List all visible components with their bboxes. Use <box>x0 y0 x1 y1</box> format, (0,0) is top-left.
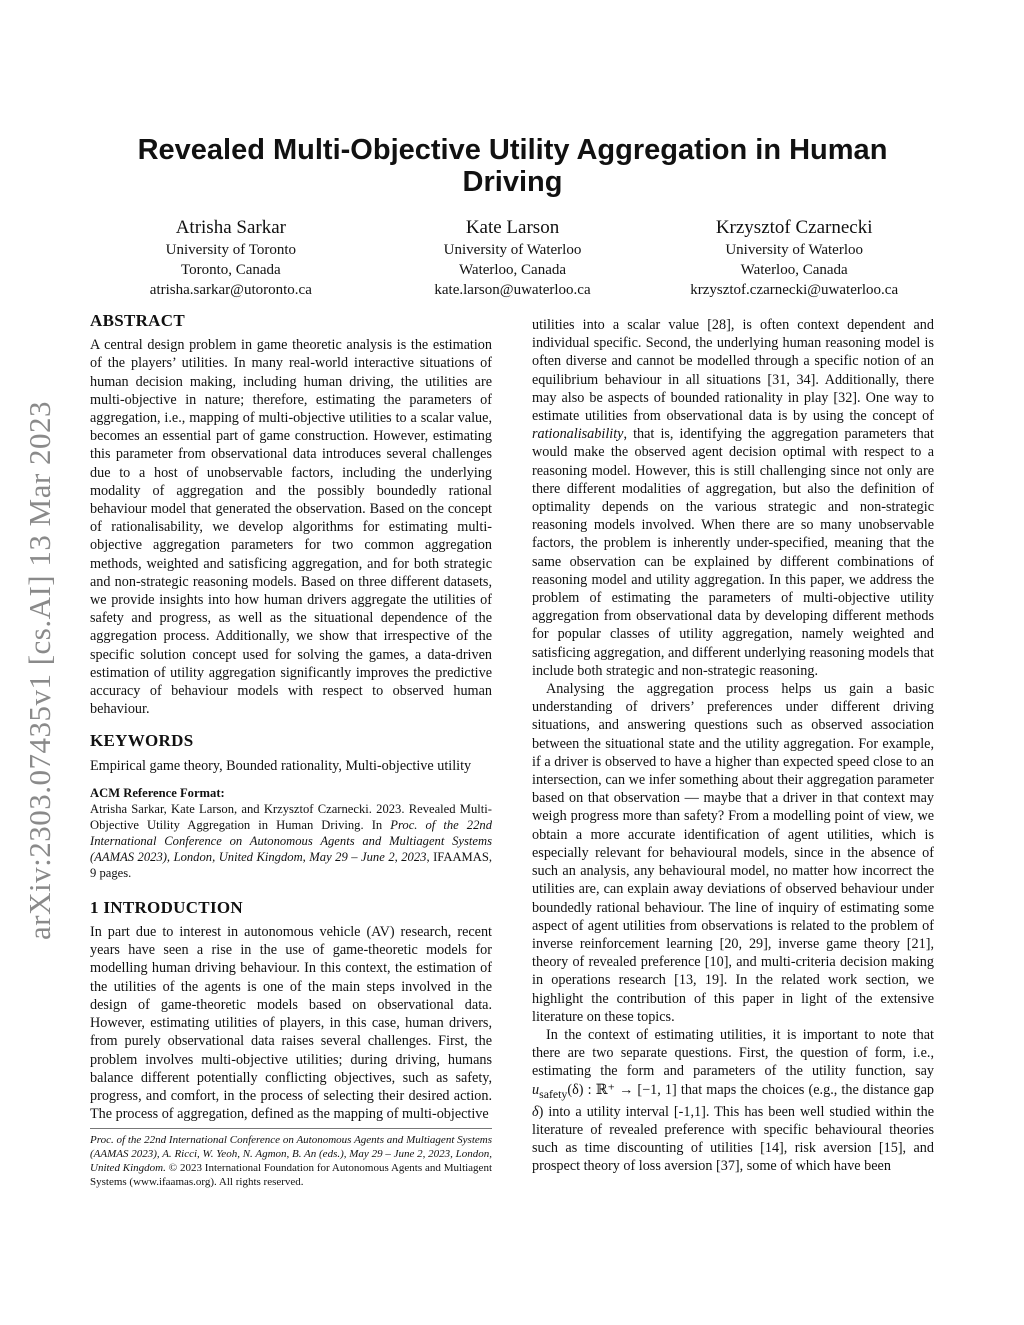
abstract-heading: ABSTRACT <box>90 311 185 330</box>
author-affiliation: University of Waterloo <box>443 242 582 258</box>
emphasis-term: rationalisability <box>532 426 624 443</box>
math-subscript: safety <box>539 1086 568 1101</box>
arxiv-identifier: arXiv:2303.07435v1 [cs.AI] 13 Mar 2023 <box>22 400 57 940</box>
keywords-heading: KEYWORDS <box>90 731 194 751</box>
left-column <box>90 312 492 1123</box>
acm-reference <box>90 785 492 881</box>
paragraph-text: , that is, identifying the aggregation parameters that would make the observed agent decision optimal with respect to a reasoning model. However, this is still challenging since not only are there different modalities of aggregation, but also the definition of optimality depends on the various strategic and non-strategic reasoning models involved. When there are so many unobservable factors, the problem is inherently under-specified, meaning that the same observation can be explained by different combinations of reasoning model and utility aggregation. In this paper, we address the problem of estimating the parameters of multi-objective utility aggregation from observational data by developing different methods for popular classes of utility aggregation, namely weighted and satisficing aggregation, and different underlying reasoning models that include both strategic and non-strategic reasoning. <box>532 426 934 679</box>
math-symbol: u <box>532 1081 540 1098</box>
right-column <box>532 316 934 1175</box>
acm-citation-tail: , IFAAMAS, 9 pages. <box>90 849 492 880</box>
author-location: Waterloo, Canada <box>458 262 567 278</box>
abstract-text: A central design problem in game theoretic analysis is the estimation of the players’ utilities. In many real-world interactive situations of human decision making, including human driving, the utilities are multi-objective in nature; therefore, estimating the parameters of aggregation, i.e., mapping of multi-objective utilities to a scalar value, becomes an essential part of game construction. However, estimating this parameter from observational data introduces several challenges due to a host of unobservable factors, including the underlying modality of aggregation and the possibly boundedly rational behaviour model that generated the observation. Based on the concept of rationalisability, we develop algorithms for estimating multi-objective aggregation parameters for two common aggregation methods, weighted and satisficing aggregation, and for both strategic and non-strategic reasoning models. Based on three different datasets, we provide insights into how human drivers aggregate the utilities of safety and progress, as well as the situational dependence of the aggregation process. Additionally, we show that irrespective of the specific solution concept used for solving the games, a data-driven estimation of utility aggregation significantly improves the predictive accuracy of behaviour models with respect to observed human behaviour. <box>90 337 492 718</box>
acm-citation-venue: Proc. of the 22nd International Conference on Autonomous Agents and Multiagent Systems (AAMAS 2023), London, United Kingdom, May 29 – June 2, 2023 <box>90 817 492 864</box>
acm-citation <box>90 801 492 881</box>
author-2 <box>372 216 654 300</box>
author-name: Krzysztof Czarnecki <box>715 217 873 238</box>
author-name: Atrisha Sarkar <box>175 217 286 238</box>
paragraph-text: ) into a utility interval [-1,1]. This has been well studied within the literature of revealed preference with specific behavioural theories such as time discounting of utilities [14], risk aversion [15], and prospect theory of loss aversion [37], some of which have been <box>532 1103 934 1175</box>
body-paragraph-1 <box>532 316 934 680</box>
footnote-copyright: © 2023 International Foundation for Autonomous Agents and Multiagent Systems (www.ifaamas.org). All rights reserved. <box>90 1162 493 1188</box>
acm-citation-authors: Atrisha Sarkar, Kate Larson, and Krzysztof Czarnecki. 2023. Revealed Multi-Objective Utility Aggregation in Human Driving. In <box>90 801 492 832</box>
paragraph-text: utilities into a scalar value [28], is often context dependent and individual specific. Second, the underlying human reasoning model is often diverse and cannot be modelled through a specific notion of an equilibrium behaviour in all situations [31, 34]. Additionally, there may also be aspects of bounded rationality in play [32]. One way to estimate utilities from observational data is by using the concept of <box>532 317 934 425</box>
author-affiliation: University of Toronto <box>165 242 296 258</box>
footnote-venue: Proc. of the 22nd International Conference on Autonomous Agents and Multiagent Systems (AAMAS 2023), A. Ricci, W. Yeoh, N. Agmon, B. An (eds.), May 29 – June 2, 2023, London, United Kingdom. <box>90 1134 492 1174</box>
author-email: atrisha.sarkar@utoronto.ca <box>149 282 312 298</box>
introduction-paragraph: In part due to interest in autonomous vehicle (AV) research, recent years have seen a rise in the use of game-theoretic models for modelling human driving behaviour. In this context, the estimation of the utilities of the agents is one of the main steps involved in the design of game-theoretic models based on observational data. However, estimating utilities of players, in this case, human drivers, from purely observational data raises several challenges. First, the problem involves multi-objective utilities; during driving, humans balance different potentially conflicting objectives, such as safety, progress, and comfort, in the process of selecting their desired action. The process of aggregation, defined as the mapping of multi-objective <box>90 924 492 1123</box>
paragraph-text: that maps the choices (e.g., the distance gap <box>676 1081 935 1098</box>
acm-heading: ACM Reference Format: <box>90 785 225 800</box>
author-name: Kate Larson <box>465 217 560 238</box>
paragraph-text: In the context of estimating utilities, it is important to note that there are two separate questions. First, the question of form, i.e., estimating the form and parameters of the utility function, say <box>532 1026 934 1080</box>
math-expression: (δ) : ℝ⁺ → [−1, 1] <box>567 1081 677 1098</box>
author-block <box>90 216 935 300</box>
introduction-heading: 1 INTRODUCTION <box>90 897 243 917</box>
author-location: Toronto, Canada <box>180 262 281 278</box>
author-email: kate.larson@uwaterloo.ca <box>434 282 591 298</box>
author-affiliation: University of Waterloo <box>725 242 863 258</box>
body-paragraph-2: Analysing the aggregation process helps us gain a basic understanding of drivers’ preferences under different driving situations, and answering questions such as observed association between the situational state and the utility aggregation. For example, if a driver is observed to have a higher than expected speed close to an intersection, can we infer something about their aggregation parameter based on that observation — maybe that a driver in that context may weigh progress more than safety? From a modelling point of view, we obtain a more accurate identification of agent utilities, which is especially relevant for behavioural models, since in the absence of such an analysis, any behavioural model, no matter how incorrect the utilities are, can explain away deviations of observed behaviour under boundedly rational behaviour. The line of inquiry of estimating some aspect of agent utilities from observations is related to the problem of inverse reinforcement learning [20, 29], inverse game theory [21], theory of revealed preference [10], and multi-criteria decision making in operations research [13, 19]. In the related work section, we highlight the contribution of this paper in light of the extensive literature on these topics. <box>532 681 934 1025</box>
footnote <box>90 1128 492 1189</box>
math-symbol: δ <box>532 1103 539 1120</box>
paper-title: Revealed Multi-Objective Utility Aggregation in Human Driving <box>137 134 888 198</box>
keywords-text: Empirical game theory, Bounded rationality, Multi-objective utility <box>90 757 472 774</box>
author-email: krzysztof.czarnecki@uwaterloo.ca <box>690 282 899 298</box>
body-paragraph-3 <box>532 1026 934 1175</box>
author-3 <box>653 216 935 300</box>
author-location: Waterloo, Canada <box>740 262 848 278</box>
author-1 <box>90 216 372 300</box>
